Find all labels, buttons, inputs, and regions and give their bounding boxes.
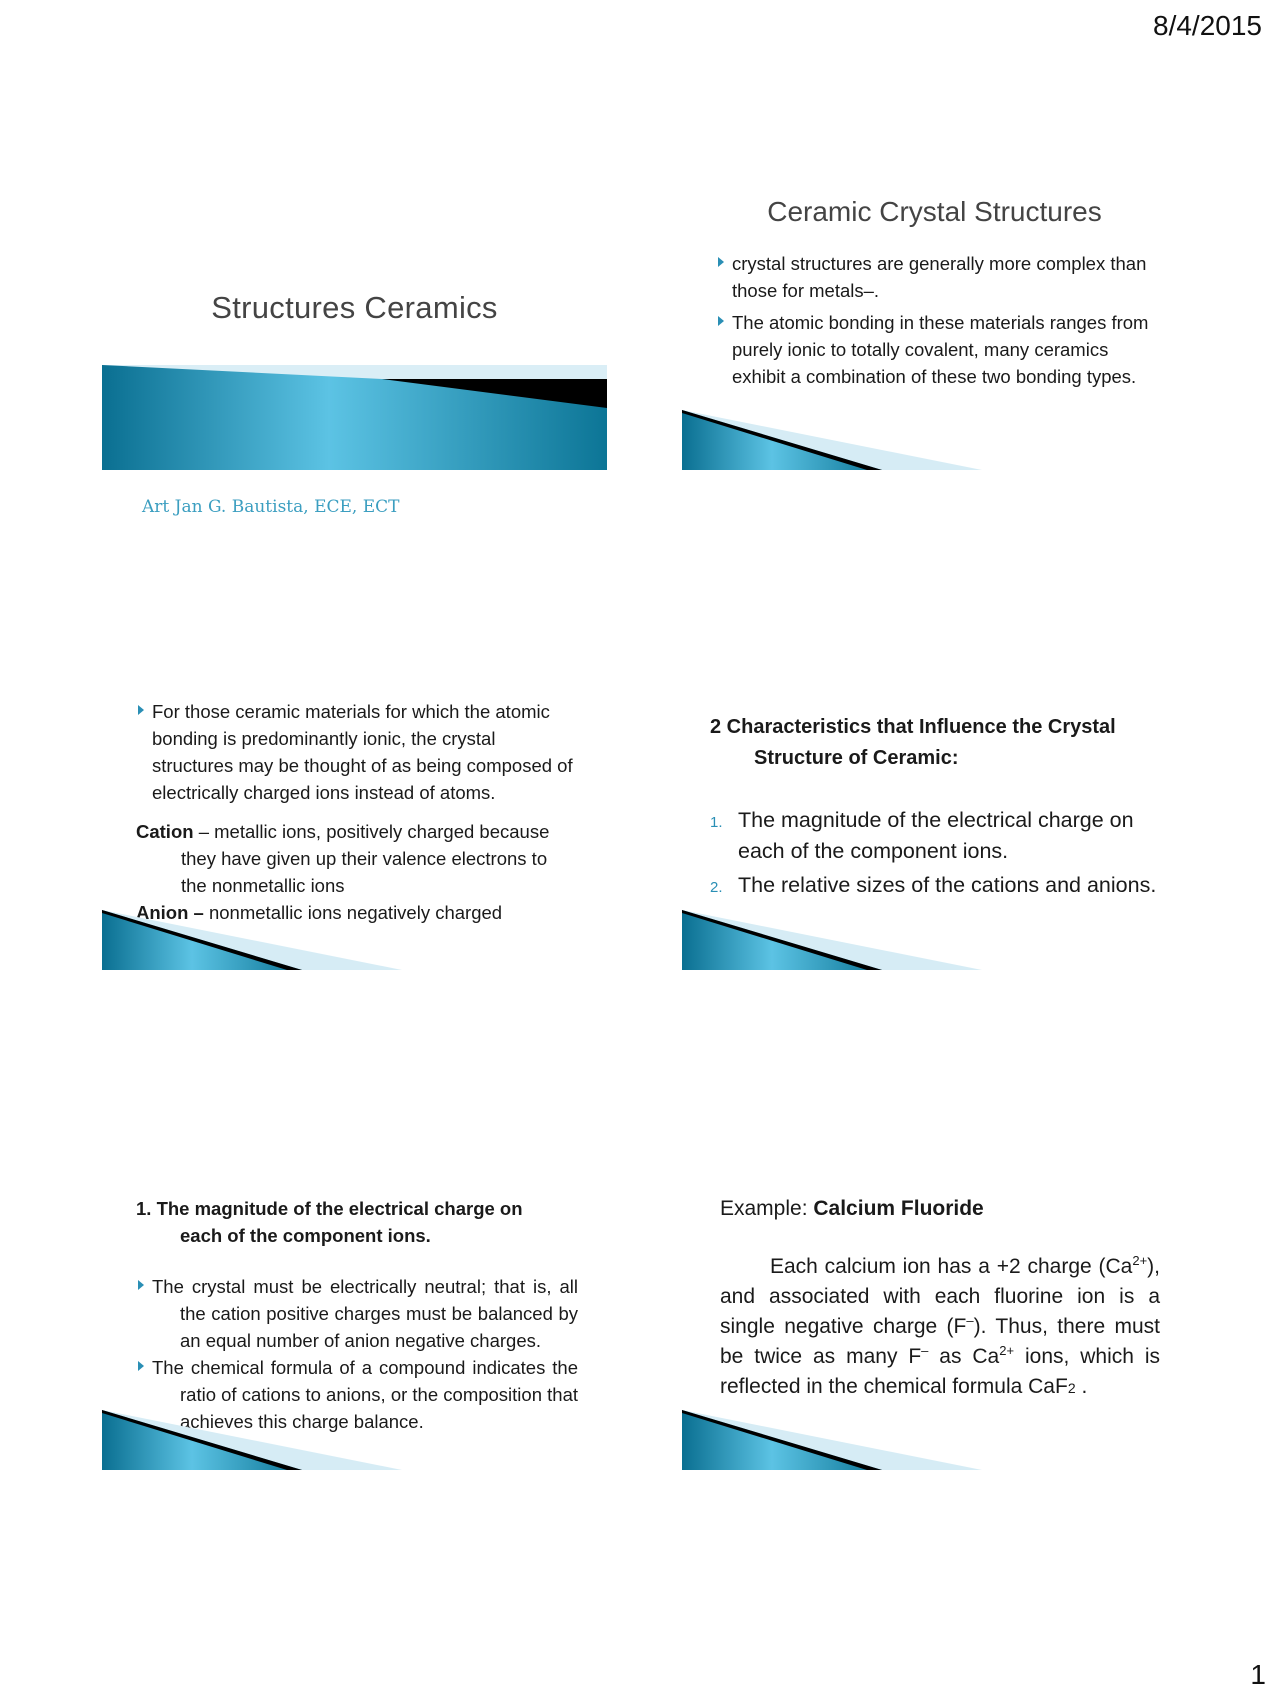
bullet-item: For those ceramic materials for which the atomic bonding is predominantly ionic, the crystal structures may be thought of as being composed of electrically charged ions instead of atoms. [136,698,576,806]
anion-definition: Anion – nonmetallic ions negatively charged [136,902,503,923]
slide-calcium-fluoride-example [682,1140,1187,1470]
slide-ceramic-crystal-structures [682,140,1187,470]
cation-definition: Cation – metallic ions, positively charged because they have given up their valence electrons to the nonmetallic ions [136,821,550,896]
slide-electrical-charge [102,1140,607,1470]
numbered-item: 2. The relative sizes of the cations and anions. [710,873,1157,897]
bullet-item: The chemical formula of a compound indicates the ratio of cations to anions, or the composition that achieves this charge balance. [136,1354,578,1435]
slide-ionic-bonding [102,640,607,970]
example-label: Example: Calcium Fluoride [720,1197,984,1220]
slide-heading: Ceramic Crystal Structures [767,196,1102,227]
title-decorative-band [102,365,607,470]
example-paragraph: Each calcium ion has a +2 charge $(Ca^{2+})$, and associated with each fluorine ion is a single negative charge (F–). Thus, there must be twice as many F– as $Ca^{2+}$ ions, which is reflected in the chemical formula CaF2 . [720,1253,1160,1398]
bullet-item: The atomic bonding in these materials ranges from purely ionic to totally covalent, many ceramics exhibit a combination of these two bonding types. [716,309,1156,390]
author-name: Art Jan G. Bautista, ECE, ECT [142,497,400,517]
slide-characteristics [682,640,1187,970]
presentation-title: Structures Ceramics [211,290,498,325]
numbered-item: 1. The magnitude of the electrical charge on each of the component ions. [710,808,1134,863]
page-date: 8/4/2015 [1153,10,1262,41]
page-number: 1 [1250,1659,1266,1690]
corner-decorative-band [102,910,402,970]
slide-title [102,140,607,517]
corner-decorative-band [102,1410,402,1470]
bullet-item: crystal structures are generally more complex than those for metals–. [716,250,1156,304]
slide-heading: 1. The magnitude of the electrical charge on each of the component ions. [136,1198,523,1246]
slide-heading: 2 Characteristics that Influence the Crystal Structure of Ceramic: [710,716,1116,769]
bullet-item: The crystal must be electrically neutral; that is, all the cation positive charges must be balanced by an equal number of anion negative charges. [136,1273,578,1354]
corner-decorative-band [682,410,982,470]
corner-decorative-band [682,910,982,970]
corner-decorative-band [682,1410,982,1470]
